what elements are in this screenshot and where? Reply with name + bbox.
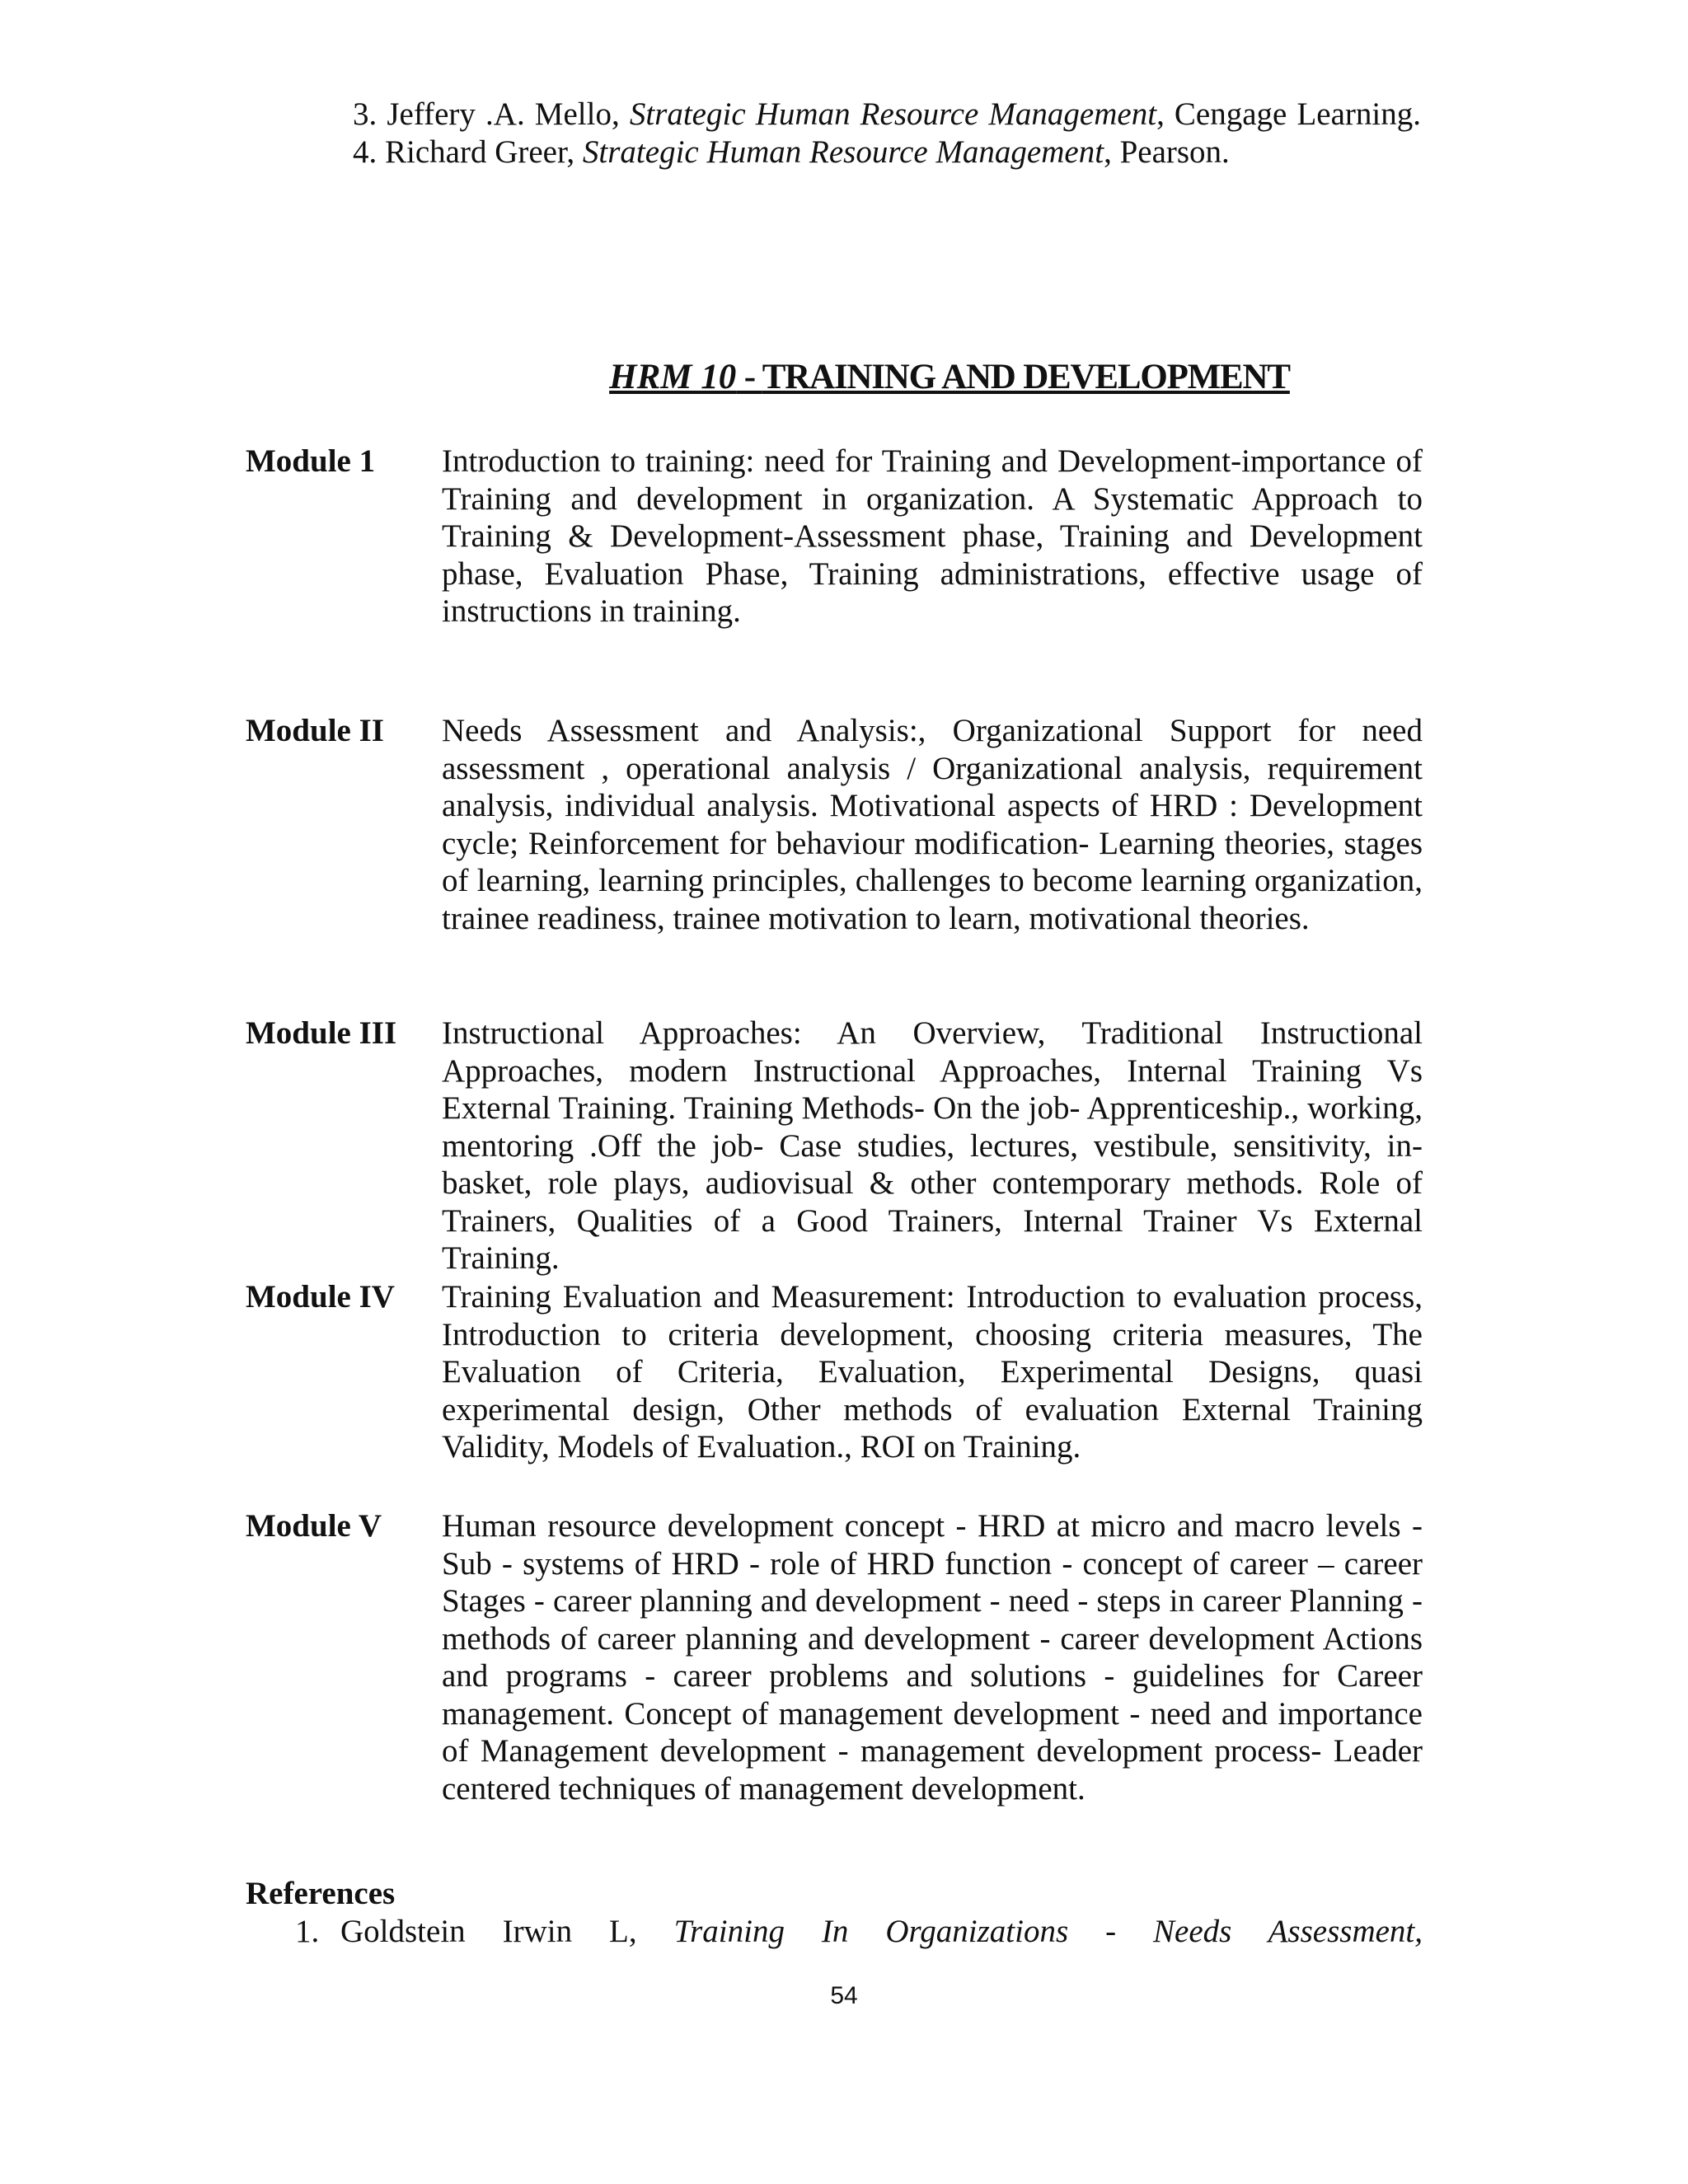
references-heading: References [246,1876,396,1911]
page-number: 54 [830,1982,858,2009]
reference-number: 3. [353,96,377,132]
reference-author: Jeffery .A. Mello, [387,96,620,132]
reference-title: Training In Organizations - Needs Assessment, [673,1914,1423,1949]
reference-publisher: , Cengage Learning. [1156,96,1421,132]
reference-author: Richard Greer, [385,134,575,170]
course-name: TRAINING AND DEVELOPMENT [762,358,1290,396]
module-description: Training Evaluation and Measurement: Introduction to evaluation process, Introduction to criteria development, choosing criteria measures, The Evaluation of Criteria, Evaluation, Experimental Designs, quasi experimental design, Other methods of evaluation External Training Validity, Models of Evaluation., ROI on Training. [442,1279,1423,1465]
course-code: HRM 10 [609,358,737,396]
module-label: Module III [246,1015,397,1051]
reference-author: Goldstein Irwin L, [340,1914,637,1949]
reference-item [353,96,1421,134]
reference-publisher: , Pearson. [1104,134,1230,170]
module-label: Module IV [246,1279,395,1315]
module-description: Human resource development concept - HRD at micro and macro levels - Sub - systems of HRD - role of HRD function - concept of career – career Stages - career planning and development - need - steps in career Planning - methods of career planning and development - career development Actions and programs - career problems and solutions - guidelines for Career management. Concept of management development - need and importance of Management development - management development process- Leader centered techniques of management development. [442,1508,1423,1807]
module-description: Introduction to training: need for Training and Development-importance of Training and development in organization. A Systematic Approach to Training & Development-Assessment phase, Training and Development phase, Evaluation Phase, Training administrations, effective usage of instructions in training. [442,443,1423,629]
reference-item [295,1913,1423,1951]
course-separator: - [736,358,762,396]
reference-item [353,134,1421,171]
module-label: Module 1 [246,443,376,479]
course-title [0,354,1688,401]
reference-title: Strategic Human Resource Management [629,96,1157,132]
module-label: Module V [246,1508,382,1544]
module-label: Module II [246,713,384,748]
module-description: Instructional Approaches: An Overview, Traditional Instructional Approaches, modern Instructional Approaches, Internal Training Vs External Training. Training Methods- On the job- Apprenticeship., working, mentoring .Off the job- Case studies, lectures, vestibule, sensitivity, in-basket, role plays, audiovisual & other contemporary methods. Role of Trainers, Qualities of a Good Trainers, Internal Trainer Vs External Training. [442,1015,1423,1276]
reference-number: 1. [295,1914,320,1949]
module-description: Needs Assessment and Analysis:, Organizational Support for need assessment , operational analysis / Organizational analysis, requirement analysis, individual analysis. Motivational aspects of HRD : Development cycle; Reinforcement for behaviour modification- Learning theories, stages of learning, learning principles, challenges to become learning organization, trainee readiness, trainee motivation to learn, motivational theories. [442,713,1423,936]
previous-references-list [353,96,1421,171]
reference-number: 4. [353,134,377,170]
reference-title: Strategic Human Resource Management [582,134,1104,170]
